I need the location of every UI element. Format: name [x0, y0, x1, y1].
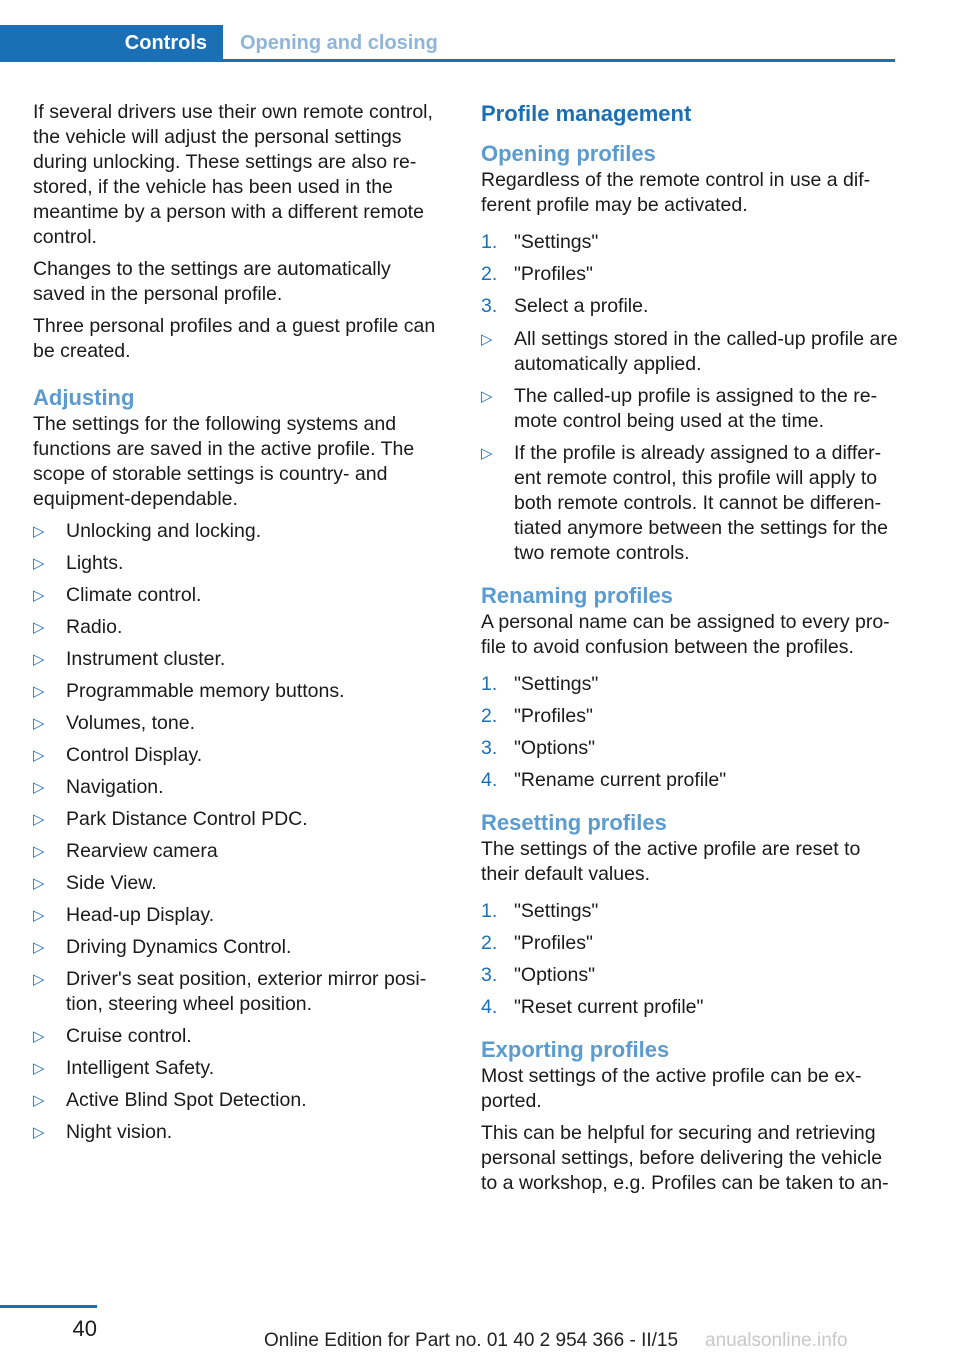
step-number: 3.	[481, 295, 498, 317]
opening-steps-list	[481, 230, 899, 319]
triangle-bullet-icon: ▷	[481, 388, 493, 405]
list-item	[33, 1056, 445, 1081]
triangle-bullet-icon: ▷	[33, 875, 45, 892]
step-item	[481, 704, 899, 729]
renaming-steps-list	[481, 672, 899, 793]
step-number: 2.	[481, 263, 498, 285]
triangle-bullet-icon: ▷	[33, 747, 45, 764]
header-rule	[0, 59, 895, 62]
intro-paragraph: Changes to the settings are automatically saved in the personal profile.	[33, 258, 391, 305]
list-item-text: Active Blind Spot Detection.	[66, 1089, 307, 1111]
triangle-bullet-icon: ▷	[33, 1092, 45, 1109]
step-text: "Reset current profile"	[514, 996, 704, 1018]
list-item-text: Cruise control.	[66, 1025, 192, 1047]
list-item-text: Navigation.	[66, 776, 164, 798]
step-text: Select a profile.	[514, 295, 649, 317]
list-item-text: Climate control.	[66, 584, 202, 606]
step-item	[481, 899, 899, 924]
list-item-text: Unlocking and locking.	[66, 520, 262, 542]
list-item	[33, 679, 445, 704]
list-item-text: The called-up profile is assigned to the remote control being used at the time.	[514, 385, 878, 432]
section-tab-controls: Controls	[0, 25, 223, 62]
exporting-profiles-heading: Exporting profiles	[481, 1037, 670, 1062]
list-item-text: All settings stored in the called-up profile are automatically applied.	[514, 328, 898, 375]
list-item	[33, 583, 445, 608]
list-item	[33, 1120, 445, 1145]
opening-notes-list	[481, 327, 899, 566]
triangle-bullet-icon: ▷	[33, 619, 45, 636]
intro-paragraph: If several drivers use their own remote control, the vehicle will adjust the personal settings during unlocking. These settings are also restored, if the vehicle has been used in the meantime by a person with a different remote control.	[33, 101, 433, 248]
list-item-text: Driver's seat position, exterior mirror position, steering wheel position.	[66, 968, 427, 1015]
triangle-bullet-icon: ▷	[33, 1028, 45, 1045]
adjusting-heading: Adjusting	[33, 385, 135, 410]
step-number: 4.	[481, 769, 498, 791]
list-item-text: Driving Dynamics Control.	[66, 936, 292, 958]
triangle-bullet-icon: ▷	[33, 939, 45, 956]
list-item	[33, 807, 445, 832]
resetting-profiles-text: The settings of the active profile are reset to their default values.	[481, 838, 861, 885]
adjusting-list	[33, 519, 445, 1145]
triangle-bullet-icon: ▷	[33, 523, 45, 540]
adjusting-text: The settings for the following systems and functions are saved in the active profile. The scope of storable settings is country- and equipment-dependable.	[33, 413, 415, 510]
step-item	[481, 230, 899, 255]
step-number: 1.	[481, 900, 498, 922]
renaming-profiles-text: A personal name can be assigned to every profile to avoid confusion between the profiles.	[481, 611, 890, 658]
renaming-profiles-heading: Renaming profiles	[481, 583, 673, 608]
list-item	[33, 551, 445, 576]
triangle-bullet-icon: ▷	[33, 683, 45, 700]
step-number: 1.	[481, 231, 498, 253]
list-item	[33, 967, 445, 1017]
triangle-bullet-icon: ▷	[33, 715, 45, 732]
list-item	[481, 441, 899, 566]
triangle-bullet-icon: ▷	[33, 555, 45, 572]
footer-rule	[0, 1305, 97, 1308]
list-item	[33, 871, 445, 896]
page-header	[0, 25, 895, 62]
list-item-text: Side View.	[66, 872, 157, 894]
step-number: 4.	[481, 996, 498, 1018]
triangle-bullet-icon: ▷	[481, 331, 493, 348]
exporting-profiles-text: Most settings of the active profile can be exported.	[481, 1065, 862, 1112]
step-text: "Options"	[514, 964, 596, 986]
triangle-bullet-icon: ▷	[33, 843, 45, 860]
step-item	[481, 294, 899, 319]
triangle-bullet-icon: ▷	[481, 445, 493, 462]
step-item	[481, 262, 899, 287]
list-item	[33, 711, 445, 736]
list-item	[33, 647, 445, 672]
list-item-text: If the profile is already assigned to a different remote control, this profile will apply to both remote controls. It cannot be differentiated anymore between the settings for the two remote controls.	[514, 442, 888, 564]
step-number: 3.	[481, 964, 498, 986]
step-item	[481, 736, 899, 761]
step-text: "Settings"	[514, 900, 599, 922]
resetting-steps-list	[481, 899, 899, 1020]
list-item-text: Lights.	[66, 552, 124, 574]
list-item-text: Volumes, tone.	[66, 712, 195, 734]
step-item	[481, 963, 899, 988]
list-item-text: Park Distance Control PDC.	[66, 808, 308, 830]
list-item-text: Head-up Display.	[66, 904, 215, 926]
list-item	[33, 615, 445, 640]
list-item	[33, 839, 445, 864]
triangle-bullet-icon: ▷	[33, 811, 45, 828]
resetting-profiles-heading: Resetting profiles	[481, 810, 667, 835]
list-item	[481, 384, 899, 434]
opening-profiles-text: Regardless of the remote control in use a different profile may be activated.	[481, 169, 871, 216]
step-number: 2.	[481, 932, 498, 954]
watermark: anualsonline.info	[705, 1330, 848, 1351]
right-column	[481, 100, 899, 1203]
list-item-text: Programmable memory buttons.	[66, 680, 345, 702]
triangle-bullet-icon: ▷	[33, 587, 45, 604]
list-item-text: Intelligent Safety.	[66, 1057, 215, 1079]
step-item	[481, 931, 899, 956]
step-item	[481, 995, 899, 1020]
step-text: "Options"	[514, 737, 596, 759]
list-item	[481, 327, 899, 377]
step-text: "Profiles"	[514, 705, 593, 727]
section-tab-opening-closing: Opening and closing	[240, 32, 438, 54]
list-item-text: Instrument cluster.	[66, 648, 226, 670]
step-text: "Profiles"	[514, 263, 593, 285]
list-item-text: Control Display.	[66, 744, 203, 766]
step-text: "Settings"	[514, 231, 599, 253]
list-item	[33, 775, 445, 800]
opening-profiles-heading: Opening profiles	[481, 141, 656, 166]
step-number: 1.	[481, 673, 498, 695]
list-item	[33, 935, 445, 960]
step-text: "Rename current profile"	[514, 769, 727, 791]
step-item	[481, 768, 899, 793]
list-item	[33, 1024, 445, 1049]
step-item	[481, 672, 899, 697]
page-number: 40	[72, 1316, 97, 1341]
edition-text: Online Edition for Part no. 01 40 2 954 366 - II/15	[264, 1330, 679, 1351]
triangle-bullet-icon: ▷	[33, 1060, 45, 1077]
left-column	[33, 100, 445, 1153]
list-item-text: Rearview camera	[66, 840, 218, 862]
list-item-text: Night vision.	[66, 1121, 173, 1143]
list-item	[33, 1088, 445, 1113]
list-item	[33, 903, 445, 928]
list-item	[33, 519, 445, 544]
list-item	[33, 743, 445, 768]
triangle-bullet-icon: ▷	[33, 907, 45, 924]
profile-management-heading: Profile management	[481, 101, 692, 126]
exporting-profiles-text: This can be helpful for securing and retrieving personal settings, before delivering the vehicle to a workshop, e.g. Profiles can be taken to an-	[481, 1122, 889, 1194]
triangle-bullet-icon: ▷	[33, 971, 45, 988]
list-item-text: Radio.	[66, 616, 123, 638]
step-number: 3.	[481, 737, 498, 759]
step-number: 2.	[481, 705, 498, 727]
step-text: "Settings"	[514, 673, 599, 695]
triangle-bullet-icon: ▷	[33, 779, 45, 796]
triangle-bullet-icon: ▷	[33, 651, 45, 668]
step-text: "Profiles"	[514, 932, 593, 954]
triangle-bullet-icon: ▷	[33, 1124, 45, 1141]
intro-paragraph: Three personal profiles and a guest profile can be created.	[33, 315, 436, 362]
